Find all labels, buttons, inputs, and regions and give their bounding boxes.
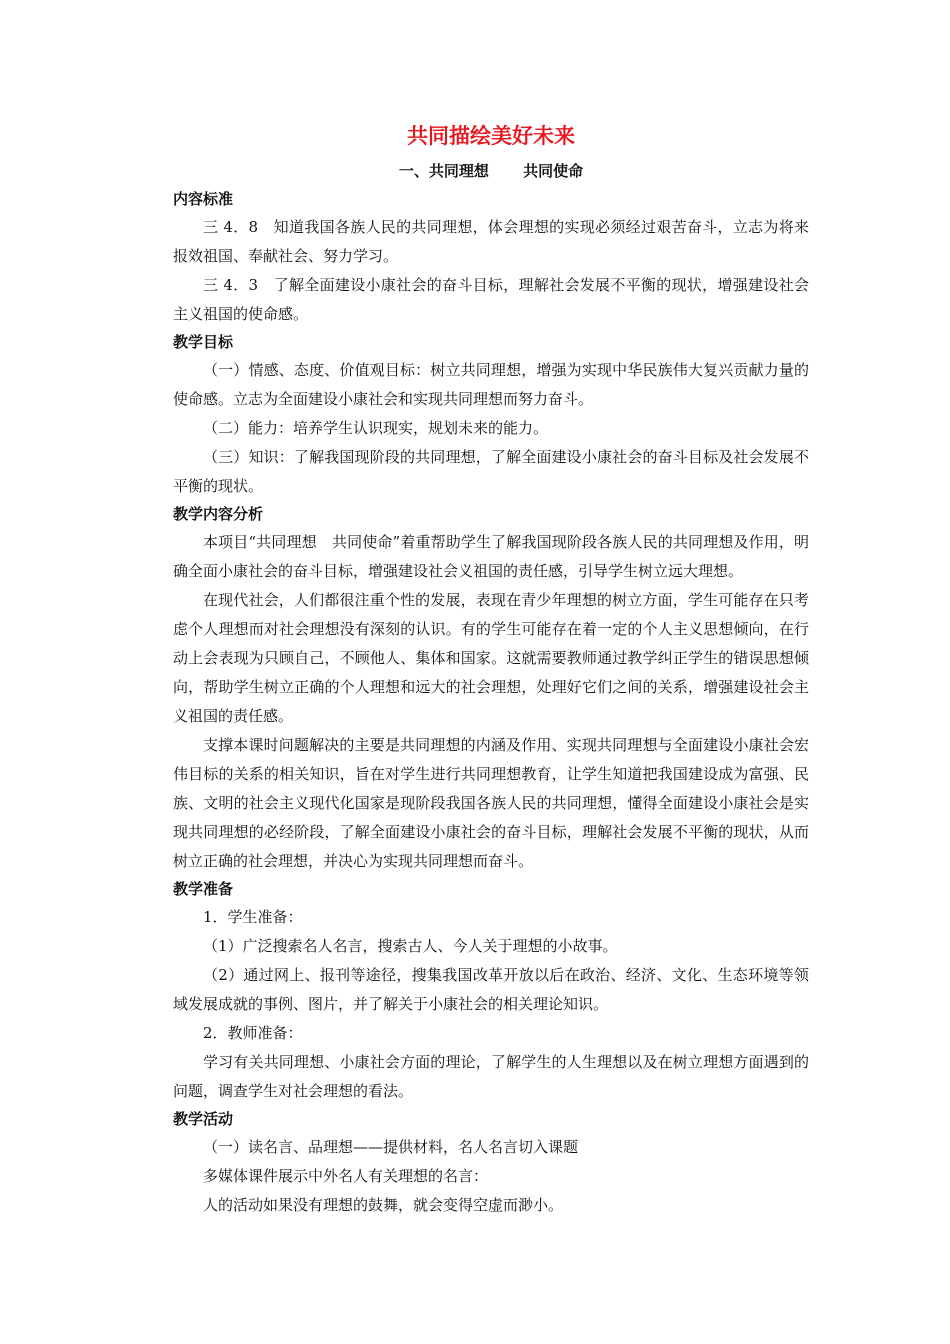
- section-heading: 内容标准: [173, 190, 234, 208]
- document-title: 共同描绘美好未来: [407, 124, 575, 148]
- paragraph: （三）知识：了解我国现阶段的共同理想，了解全面建设小康社会的奋斗目标及社会发展不平衡的现状。: [173, 448, 809, 495]
- section-heading: 教学目标: [173, 333, 234, 351]
- paragraph: 本项目“共同理想 共同使命”着重帮助学生了解我国现阶段各族人民的共同理想及作用，明确全面小康社会的奋斗目标，增强建设社会义祖国的责任感，引导学生树立远大理想。: [173, 533, 809, 580]
- section-heading: 教学活动: [173, 1110, 234, 1128]
- document-page: [173, 118, 809, 1220]
- paragraph: 学习有关共同理想、小康社会方面的理论，了解学生的人生理想以及在树立理想方面遇到的问题，调查学生对社会理想的看法。: [173, 1053, 809, 1100]
- paragraph: 支撑本课时问题解决的主要是共同理想的内涵及作用、实现共同理想与全面建设小康社会宏伟目标的关系的相关知识，旨在对学生进行共同理想教育，让学生知道把我国建设成为富强、民族、文明的社会主义现代化国家是现阶段我国各族人民的共同理想，懂得全面建设小康社会是实现共同理想的必经阶段，了解全面建设小康社会的奋斗目标，理解社会发展不平衡的现状，从而树立正确的社会理想，并决心为实现共同理想而奋斗。: [173, 736, 809, 870]
- paragraph: 1．学生准备：: [203, 908, 303, 926]
- paragraph: 人的活动如果没有理想的鼓舞，就会变得空虚而渺小。: [203, 1196, 564, 1214]
- paragraph: 三 4．3 了解全面建设小康社会的奋斗目标，理解社会发展不平衡的现状，增强建设社会主义祖国的使命感。: [173, 276, 809, 323]
- section-activities: [173, 1106, 809, 1220]
- paragraph: （一）读名言、品理想——提供材料，名人名言切入课题: [203, 1138, 579, 1156]
- paragraph: 多媒体课件展示中外名人有关理想的名言：: [203, 1167, 489, 1185]
- document-subtitle: 一、共同理想 共同使命: [398, 162, 584, 180]
- paragraph: （二）能力：培养学生认识现实，规划未来的能力。: [203, 419, 549, 437]
- paragraph: （1）广泛搜索名人名言，搜索古人、今人关于理想的小故事。: [203, 937, 618, 955]
- paragraph: 三 4．8 知道我国各族人民的共同理想，体会理想的实现必须经过艰苦奋斗，立志为将来报效祖国、奉献社会、努力学习。: [173, 218, 809, 265]
- section-heading: 教学准备: [173, 880, 234, 898]
- section-content-standard: [173, 186, 809, 329]
- paragraph: （一）情感、态度、价值观目标：树立共同理想，增强为实现中华民族伟大复兴贡献力量的使命感。立志为全面建设小康社会和实现共同理想而努力奋斗。: [173, 361, 809, 408]
- section-preparation: [173, 876, 809, 1106]
- section-heading: 教学内容分析: [173, 505, 264, 523]
- paragraph: 2．教师准备：: [203, 1024, 303, 1042]
- section-content-analysis: [173, 501, 809, 876]
- section-teaching-goals: [173, 329, 809, 501]
- paragraph: 在现代社会，人们都很注重个性的发展，表现在青少年理想的树立方面，学生可能存在只考虑个人理想而对社会理想没有深刻的认识。有的学生可能存在着一定的个人主义思想倾向，在行动上会表现为只顾自己，不顾他人、集体和国家。这就需要教师通过教学纠正学生的错误思想倾向，帮助学生树立正确的个人理想和远大的社会理想，处理好它们之间的关系，增强建设社会主义祖国的责任感。: [173, 591, 809, 725]
- paragraph: （2）通过网上、报刊等途径，搜集我国改革开放以后在政治、经济、文化、生态环境等领域发展成就的事例、图片，并了解关于小康社会的相关理论知识。: [173, 966, 809, 1013]
